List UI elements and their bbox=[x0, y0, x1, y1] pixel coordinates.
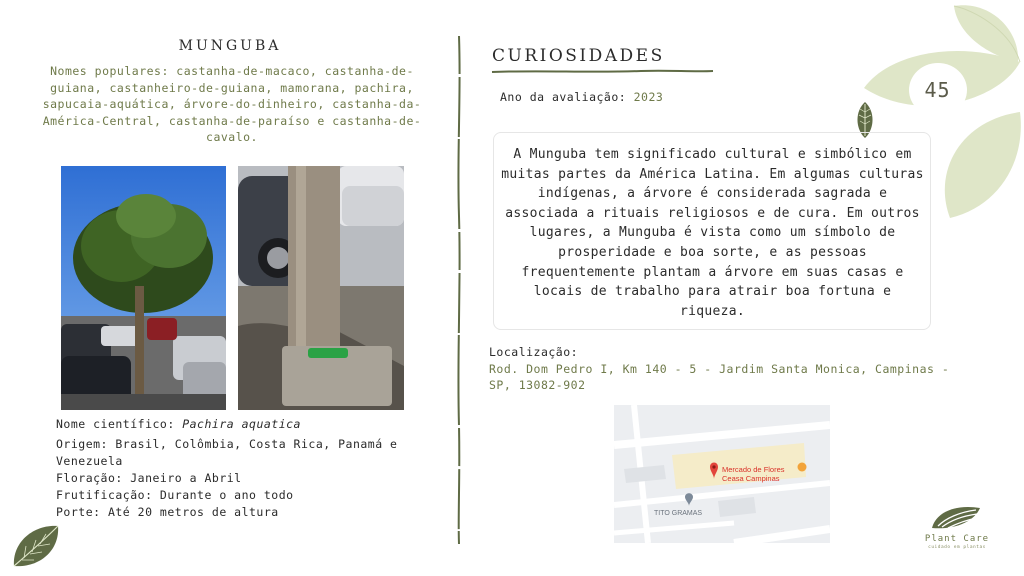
page-number: 45 bbox=[924, 78, 951, 102]
popular-names: Nomes populares: castanha-de-macaco, castanha-de-guiana, castanheiro-de-guiana, mamorana, pachira, sapucaia-aquática, árvore-do-dinheiro, castanha-da-América-Central, castanha-de-paraíso e castanha-de-cavalo. bbox=[42, 64, 422, 144]
leaf-icon-bottom-left bbox=[8, 520, 64, 572]
curiosities-title: CURIOSIDADES bbox=[492, 46, 665, 66]
size: Porte: Até 20 metros de altura bbox=[56, 505, 279, 519]
scientific-name: Nome científico: Pachira aquatica bbox=[56, 417, 301, 431]
evaluation-year-value: 2023 bbox=[633, 90, 664, 104]
brand-logo-icon bbox=[930, 502, 982, 532]
map-secondary-label: TITO GRAMAS bbox=[654, 510, 703, 517]
scientific-name-value: Pachira aquatica bbox=[182, 417, 301, 431]
location-map[interactable] bbox=[614, 405, 830, 543]
brand-tagline: cuidado em plantas bbox=[928, 545, 986, 550]
curiosities-text: A Munguba tem significado cultural e simbólico em muitas partes da América Latina. Em algumas culturas indígenas, a árvore é considerada sagrada e associada a rituais religiosos e de cura. Em outros lugares, a Munguba é vista como um símbolo de prosperidade e boa sorte, e as pessoas frequentemente plantam a árvore em suas casas e locais de trabalho para atrair boa fortuna e riqueza. bbox=[501, 147, 924, 319]
vertical-divider bbox=[454, 36, 464, 544]
brand-name: Plant Care bbox=[924, 534, 990, 544]
map-place-label[interactable]: Mercado de Flores Ceasa Campinas bbox=[722, 465, 785, 483]
location-label: Localização: bbox=[489, 345, 579, 359]
fruiting: Frutificação: Durante o ano todo bbox=[56, 488, 294, 502]
trunk-photo bbox=[238, 166, 404, 410]
location-address: Rod. Dom Pedro I, Km 140 - 5 - Jardim Santa Monica, Campinas - SP, 13082-902 bbox=[489, 362, 950, 392]
flowering: Floração: Janeiro a Abril bbox=[56, 471, 242, 485]
species-facts bbox=[56, 416, 426, 521]
species-title: MUNGUBA bbox=[178, 38, 282, 54]
origin: Origem: Brasil, Colômbia, Costa Rica, Panamá e Venezuela bbox=[56, 437, 398, 468]
evaluation-year: Ano da avaliação: 2023 bbox=[500, 90, 664, 104]
title-underline bbox=[491, 68, 715, 76]
tree-photo bbox=[61, 166, 226, 410]
